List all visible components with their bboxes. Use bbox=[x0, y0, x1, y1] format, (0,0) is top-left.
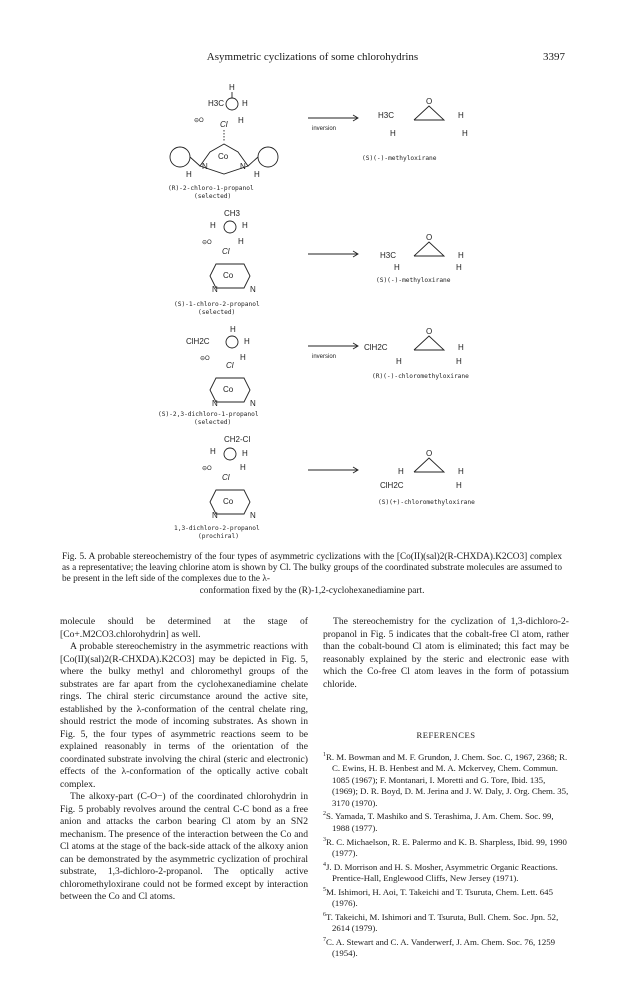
row1-n-left: N bbox=[202, 162, 208, 171]
references-heading: REFERENCES bbox=[416, 730, 476, 740]
row4-o-minus: ⊖O bbox=[202, 466, 212, 472]
row3-epoxide-o: O bbox=[426, 327, 433, 336]
row3-product-clh2c: ClH2C bbox=[364, 343, 388, 352]
row3-substrate-name: (S)-2,3-dichloro-1-propanol bbox=[158, 411, 259, 418]
row1-h-lower: H bbox=[238, 116, 244, 125]
row1-product-h3c: H3C bbox=[378, 111, 395, 120]
row2-substrate-note: (selected) bbox=[198, 309, 236, 316]
row2-product-epoxide bbox=[380, 233, 464, 272]
references-list bbox=[323, 750, 569, 961]
row2-cl: Cl bbox=[222, 247, 230, 256]
row4-cl: Cl bbox=[222, 473, 230, 482]
row4-product-epoxide bbox=[380, 449, 464, 490]
row1-product-h-lower: H bbox=[462, 129, 468, 138]
stereochemistry-figure bbox=[150, 78, 490, 540]
running-title: Asymmetric cyclizations of some chlorohydrins bbox=[206, 51, 419, 63]
row3-substrate-complex bbox=[186, 325, 256, 408]
left-paragraph-3: The alkoxy-part (C-O−) of the coordinated chlorohydrin in Fig. 5 probably revolves around the central C-C bond as a free anion and attacks the carbon bearing Cl atom by an SN2 mechanism. The presence of the interaction between the Co and Cl atoms at the stage of the back-side attack of the alkoxy anion can be demonstrated by the asymmetric cyclization of prochiral substrate, 1,3-dichloro-2-propanol. The optically active chloromethyloxirane could not be formed except by interaction between the Co and Cl atoms. bbox=[60, 791, 308, 902]
row1-top-h: H bbox=[229, 83, 235, 92]
row3-cl: Cl bbox=[226, 361, 234, 370]
reference-item: $^6$T. Takeichi, M. Ishimori and T. Tsuruta, Bull. Chem. Soc. Jpn. 52, 2614 (1979). bbox=[323, 911, 559, 934]
reference-item: $^5$M. Ishimori, H. Aoi, T. Takeichi and T. Tsuruta, Chem. Lett. 645 (1976). bbox=[323, 886, 553, 909]
row1-arrow-label: inversion bbox=[312, 126, 337, 132]
row2-product-h-lower: H bbox=[456, 263, 462, 272]
right-paragraph-1: The stereochemistry for the cyclization of 1,3-dichloro-2-propanol in Fig. 5 indicates that the cobalt-free Cl atom, rather than the cobalt-bound Cl atom is eliminated; this fact may be reasonably explained by the steric and electronic ease with which the Co-free Cl atom leaves in the form of potassium chloride. bbox=[323, 616, 569, 690]
reference-item: $^7$C. A. Stewart and C. A. Vanderwerf, J. Am. Chem. Soc. 76, 1259 (1954). bbox=[323, 936, 556, 959]
row3-n-right: N bbox=[250, 399, 256, 408]
row4-product-clh2c: ClH2C bbox=[380, 481, 404, 490]
row4-ch2cl: CH2-Cl bbox=[224, 435, 251, 444]
row1-h-imine-left: H bbox=[186, 170, 192, 179]
row1-o-minus: ⊖O bbox=[194, 118, 204, 124]
row1-product-epoxide bbox=[378, 97, 468, 138]
row4-product-h-left: H bbox=[398, 467, 404, 476]
row2-h-left: H bbox=[210, 221, 216, 230]
row4-substrate-complex bbox=[202, 435, 256, 520]
row1-h3c: H3C bbox=[208, 99, 225, 108]
row3-product-name: (R)(-)-chloromethyloxirane bbox=[372, 373, 469, 380]
row3-clh2c: ClH2C bbox=[186, 337, 210, 346]
row3-o-minus: ⊖O bbox=[200, 356, 210, 362]
row3-product-h-lower: H bbox=[456, 357, 462, 366]
row2-h-right: H bbox=[242, 221, 248, 230]
row1-product-h-left: H bbox=[390, 129, 396, 138]
row1-h-right: H bbox=[242, 99, 248, 108]
row1-cl: Cl bbox=[220, 120, 228, 129]
left-column bbox=[60, 616, 308, 904]
row2-product-h-left: H bbox=[394, 263, 400, 272]
row2-product-h3c: H3C bbox=[380, 251, 397, 260]
row4-co: Co bbox=[223, 497, 234, 506]
reference-item: $^3$R. C. Michaelson, R. E. Palermo and K. B. Sharpless, Ibid. 99, 1990 (1977). bbox=[323, 836, 567, 859]
row4-h-left: H bbox=[210, 447, 216, 456]
caption-last-line: conformation fixed by the (R)-1,2-cyclohexanediamine part. bbox=[199, 585, 425, 596]
row1-co: Co bbox=[218, 152, 229, 161]
row3-product-epoxide bbox=[364, 327, 464, 366]
row4-product-name: (S)(+)-chloromethyloxirane bbox=[378, 499, 475, 506]
row4-product-h-lower: H bbox=[456, 481, 462, 490]
row3-co: Co bbox=[223, 385, 234, 394]
row1-substrate-name: (R)-2-chloro-1-propanol bbox=[168, 185, 254, 192]
row2-h-lower: H bbox=[238, 237, 244, 246]
row3-product-h-left: H bbox=[396, 357, 402, 366]
figure-caption bbox=[62, 552, 562, 597]
row4-n-left: N bbox=[212, 511, 218, 520]
row2-n-right: N bbox=[250, 285, 256, 294]
reference-item: $^1$R. M. Bowman and M. F. Grundon, J. Chem. Soc. C, 1967, 2368; R. C. Ewins, H. B. Henbest and M. A. Mckervey, Chem. Commun. 1085 (1967); F. Montanari, I. Moretti and G. Tore, Ibid. 135, (1969); D. R. Boyd, D. M. Jerina and J. W. Daly, J. Org. Chem. 35, 3170 (1970). bbox=[323, 751, 569, 808]
row4-substrate-name: 1,3-dichloro-2-propanol bbox=[174, 525, 260, 532]
row1-epoxide-o: O bbox=[426, 97, 433, 106]
row2-product-h-right: H bbox=[458, 251, 464, 260]
row1-product-h-right: H bbox=[458, 111, 464, 120]
left-paragraph-2: A probable stereochemistry in the asymmetric reactions with [Co(II)(sal)2(R-CHXDA).K2CO3] may be depicted in Fig. 5, where the bulky methyl and chloromethyl groups of the substrates are far apart from the cyclohexanediamine chelate rings. The chiral steric circumstance around the active site, established by the λ-conformation of the central chelate ring, should restrict the mode of incoming substrates. As shown in Fig. 5, the four types of asymmetric reactions seem to be explained reasonably in terms of the orientation of the coordinated substrate involving the chiral (steric and electronic) effects of the λ-conformation of the optically active cobalt complex. bbox=[60, 641, 308, 790]
row2-epoxide-o: O bbox=[426, 233, 433, 242]
row2-ch3: CH3 bbox=[224, 209, 241, 218]
row2-product-name: (S)(-)-methyloxirane bbox=[376, 277, 451, 284]
row2-co: Co bbox=[223, 271, 234, 280]
row2-o-minus: ⊖O bbox=[202, 240, 212, 246]
caption-text: Fig. 5. A probable stereochemistry of the four types of asymmetric cyclizations with the [Co(II)(sal)2(R-CHXDA).K2CO3] complex as a representative; the leaving chlorine atom is shown by Cl. The bulky groups of the coordinated substrate molecules are assumed to be present in the left side of the complexes due to the λ- bbox=[62, 552, 562, 585]
row4-n-right: N bbox=[250, 511, 256, 520]
row2-n-left: N bbox=[212, 285, 218, 294]
row4-substrate-note: (prochiral) bbox=[198, 533, 239, 540]
row3-top-h: H bbox=[230, 325, 236, 334]
row2-substrate-name: (S)-1-chloro-2-propanol bbox=[174, 301, 260, 308]
row3-n-left: N bbox=[212, 399, 218, 408]
row3-arrow-label: inversion bbox=[312, 354, 337, 360]
row1-substrate-complex bbox=[170, 83, 278, 179]
reference-item: $^2$S. Yamada, T. Mashiko and S. Terashima, J. Am. Chem. Soc. 99, 1988 (1977). bbox=[323, 811, 554, 833]
row1-substrate-note: (selected) bbox=[194, 193, 232, 200]
row4-epoxide-o: O bbox=[426, 449, 433, 458]
row4-h-lower: H bbox=[240, 463, 246, 472]
row4-h-right: H bbox=[242, 449, 248, 458]
reference-item: $^4$J. D. Morrison and H. S. Mosher, Asymmetric Organic Reactions. Prentice-Hall, Englewood Cliffs, New Jersey (1971). bbox=[323, 861, 558, 884]
row1-n-right: N bbox=[240, 162, 246, 171]
row4-product-h-right: H bbox=[458, 467, 464, 476]
row3-h-lower: H bbox=[240, 353, 246, 362]
page-number: 3397 bbox=[543, 51, 565, 63]
row3-product-h-right: H bbox=[458, 343, 464, 352]
row1-h-imine-right: H bbox=[254, 170, 260, 179]
row3-substrate-note: (selected) bbox=[194, 419, 232, 426]
row2-substrate-complex bbox=[202, 209, 256, 294]
row3-h-right: H bbox=[244, 337, 250, 346]
left-paragraph-1: molecule should be determined at the stage of [Co+.M2CO3.chlorohydrin] as well. bbox=[60, 616, 308, 640]
right-column bbox=[323, 616, 569, 960]
row1-product-name: (S)(-)-methyloxirane bbox=[362, 155, 437, 162]
